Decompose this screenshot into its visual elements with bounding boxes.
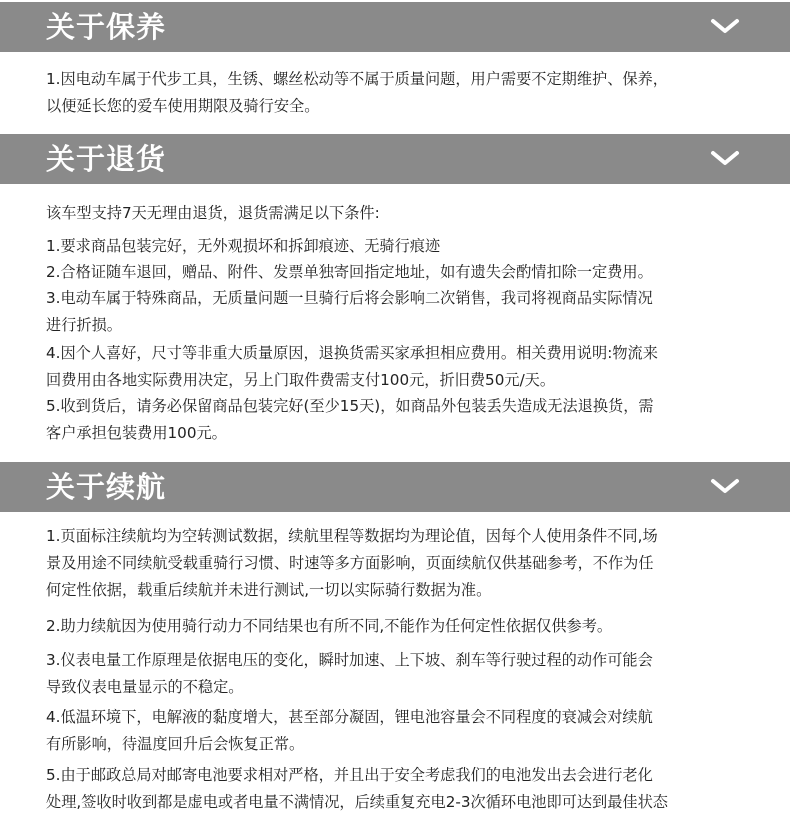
text-line: 5.收到货后，请务必保留商品包装完好(至少15天)，如商品外包装丢失造成无法退换货，需 [46,397,654,415]
paragraph [46,393,761,447]
paragraph [46,762,761,816]
paragraph [46,647,761,701]
paragraph [46,200,761,227]
text-line: 4.因个人喜好，尺寸等非重大质量原因，退换货需买家承担相应费用。相关费用说明:物流来 [46,344,658,362]
text-line: 3.电动车属于特殊商品，无质量问题一旦骑行后将会影响二次销售，我司将视商品实际情况 [46,289,653,307]
paragraph [46,704,761,758]
text-line: 1.页面标注续航均为空转测试数据，续航里程等数据均为理论值，因每个人使用条件不同,场 [46,527,658,545]
section-title: 关于续航 [46,470,167,504]
text-line: 1.要求商品包装完好，无外观损坏和拆卸痕迹、无骑行痕迹 [46,237,441,255]
section-header[interactable] [0,462,790,512]
text-line: 2.合格证随车退回，赠品、附件、发票单独寄回指定地址，如有遗失会酌情扣除一定费用。 [46,263,653,281]
section-title: 关于保养 [46,10,167,44]
text-line: 以便延长您的爱车使用期限及骑行安全。 [46,97,320,115]
text-line: 景及用途不同续航受载重骑行习惯、时速等多方面影响，页面续航仅供基础参考，不作为任 [46,554,654,572]
section-title: 关于退货 [46,142,167,176]
section-returns [0,134,790,442]
paragraph [46,523,761,604]
section-maintenance [0,2,790,115]
text-line: 4.低温环境下，电解液的黏度增大，甚至部分凝固，锂电池容量会不同程度的衰减会对续航 [46,708,653,726]
text-line: 1.因电动车属于代步工具，生锈、螺丝松动等不属于质量问题，用户需要不定期维护、保养， [46,70,668,88]
text-line: 5.由于邮政总局对邮寄电池要求相对严格，并且出于安全考虑我们的电池发出去会进行老化 [46,766,653,784]
text-line: 有所影响，待温度回升后会恢复正常。 [46,735,305,753]
text-line: 进行折损。 [46,316,122,334]
text-line: 该车型支持7天无理由退货，退货需满足以下条件: [46,204,380,222]
section-range [0,462,790,811]
section-header[interactable] [0,2,790,52]
section-header[interactable] [0,134,790,184]
paragraph [46,66,761,120]
text-line: 2.助力续航因为使用骑行动力不同结果也有所不同,不能作为任何定性依据仅供参考。 [46,617,613,635]
text-line: 客户承担包装费用100元。 [46,424,227,442]
chevron-down-icon[interactable] [710,16,740,36]
text-line: 处理,签收时收到都是虚电或者电量不满情况，后续重复充电2-3次循环电池即可达到最佳状态 [46,793,668,811]
chevron-down-icon[interactable] [710,476,740,496]
paragraph [46,613,761,640]
text-line: 3.仪表电量工作原理是依据电压的变化，瞬时加速、上下坡、刹车等行驶过程的动作可能会 [46,651,653,669]
chevron-down-icon[interactable] [710,148,740,168]
paragraph [46,340,761,394]
text-line: 何定性依据，载重后续航并未进行测试,一切以实际骑行数据为准。 [46,581,492,599]
paragraph [46,285,761,339]
text-line: 导致仪表电量显示的不稳定。 [46,678,244,696]
paragraph [46,233,761,260]
text-line: 回费用由各地实际费用决定，另上门取件费需支付100元，折旧费50元/天。 [46,371,556,389]
paragraph [46,259,761,286]
